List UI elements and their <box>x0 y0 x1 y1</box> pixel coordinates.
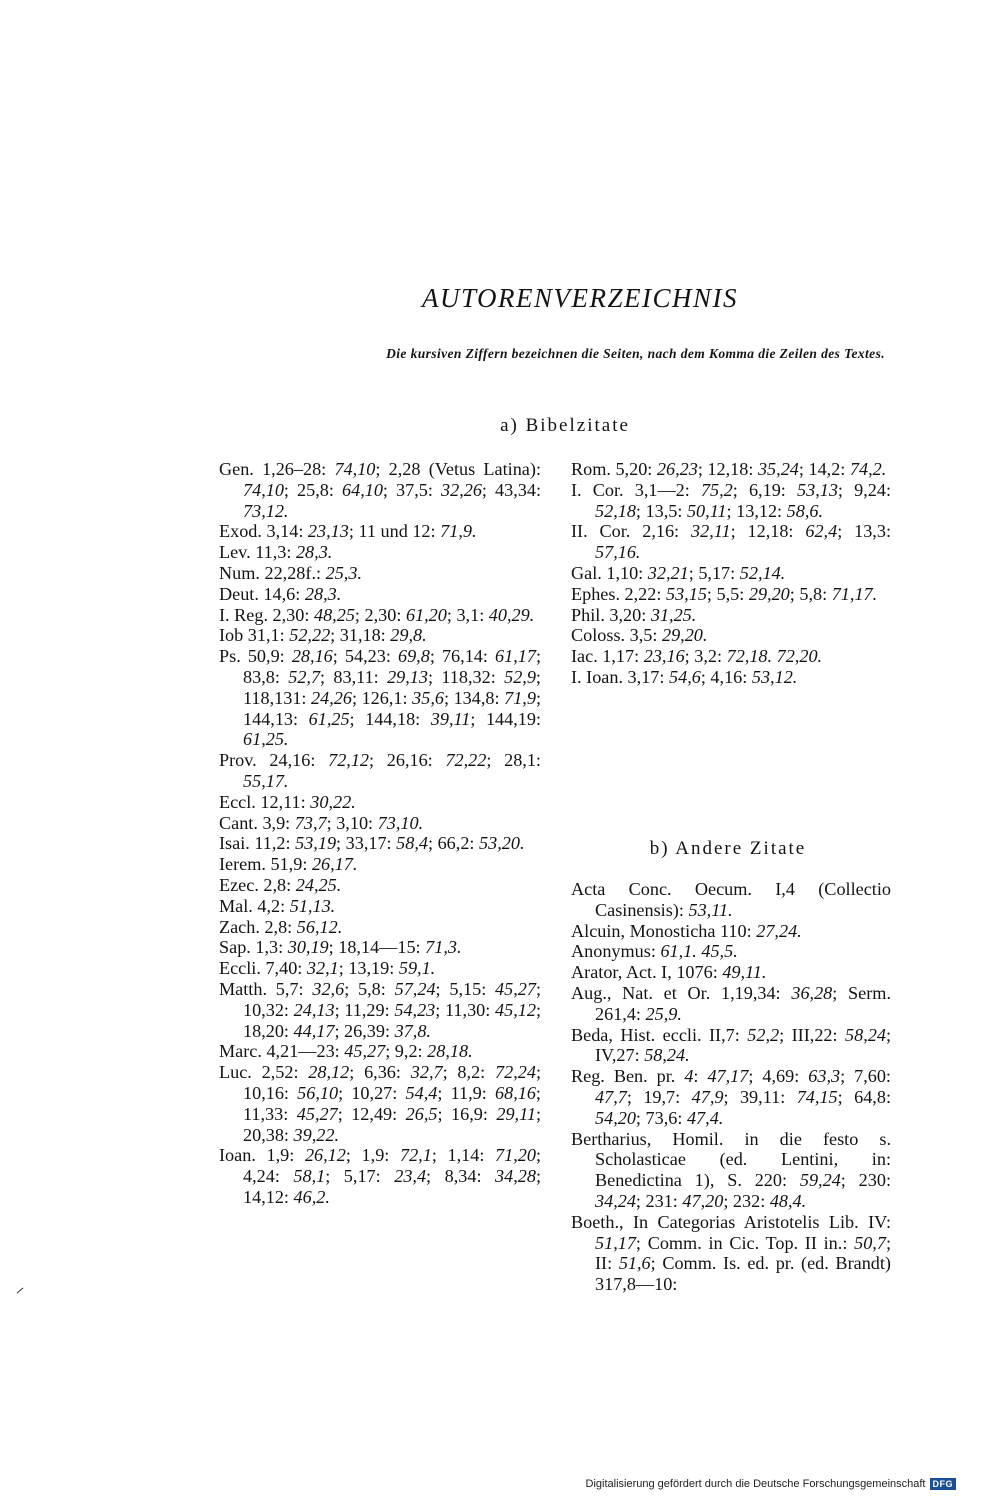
citation-text: Zach. 2,8: <box>219 916 297 937</box>
page-reference: 54,23 <box>394 999 436 1020</box>
page-reference: 72,12 <box>328 750 370 771</box>
citation-text: Phil. 3,20: <box>571 604 651 625</box>
page-reference: 28,3. <box>304 583 342 604</box>
citation-text: ; 12,49: <box>337 1103 406 1124</box>
page-reference: 26,12 <box>304 1145 346 1166</box>
page-reference: 28,12 <box>308 1062 350 1083</box>
page-reference: 46,2. <box>293 1186 330 1207</box>
citation-text: ; 76,14: <box>429 646 496 667</box>
citation-text: Coloss. 3,5: <box>571 625 662 646</box>
citation-text: ; 11,30: <box>435 999 496 1020</box>
index-entry <box>571 941 891 962</box>
citation-text: ; 118,32: <box>427 666 505 687</box>
page-reference: 62,4 <box>805 521 838 542</box>
index-entry <box>219 1145 541 1207</box>
page-reference: 29,13 <box>387 666 428 687</box>
index-entry <box>219 896 541 917</box>
index-entry <box>571 625 891 646</box>
page-reference: 25,9. <box>645 1003 682 1024</box>
page-reference: 32,26 <box>441 479 482 500</box>
citation-text: Iob 31,1: <box>219 625 290 646</box>
page-reference: 72,24 <box>495 1062 536 1083</box>
index-entry <box>571 480 891 522</box>
page-reference: 45,27 <box>296 1103 338 1124</box>
citation-text: Gal. 1,10: <box>571 562 648 583</box>
dfg-logo: DFG <box>930 1478 957 1490</box>
citation-text: ; 26,16: <box>369 750 446 771</box>
index-entry <box>571 1129 891 1212</box>
citation-text: ; 39,11: <box>723 1086 797 1107</box>
page-reference: 25,3. <box>325 562 362 583</box>
page-reference: 37,8. <box>394 1020 431 1041</box>
page-reference: 58,6. <box>786 500 824 521</box>
page-reference: 52,14. <box>739 562 786 583</box>
citation-text: Mal. 4,2: <box>219 895 290 916</box>
page-reference: 51,17 <box>595 1232 636 1253</box>
citation-text: ; 13,5: <box>635 500 687 521</box>
page-reference: 47,4. <box>686 1107 724 1128</box>
page-reference: 75,2 <box>700 479 733 500</box>
index-entry <box>219 958 541 979</box>
citation-text: ; 5,8: <box>344 978 395 999</box>
citation-text: Iac. 1,17: <box>571 646 644 667</box>
page-reference: 30,22. <box>310 791 356 812</box>
page-reference: 54,6 <box>669 666 701 687</box>
page-reference: 72,1 <box>399 1145 432 1166</box>
citation-text: ; 126,1: <box>351 687 413 708</box>
citation-text: ; 231: <box>635 1190 683 1211</box>
page-reference: 71,3. <box>425 937 462 958</box>
index-entry <box>571 605 891 626</box>
page-reference: 29,8. <box>390 625 427 646</box>
index-entry <box>219 1062 541 1145</box>
citation-text: ; 14,2: <box>798 459 850 479</box>
page-reference: 73,10. <box>377 812 424 833</box>
citation-text: ; 232: <box>723 1190 770 1211</box>
citation-text: ; 5,17: <box>325 1166 395 1187</box>
page-reference: 32,21 <box>647 562 689 583</box>
index-column-left <box>219 459 541 1208</box>
page-reference: 23,16 <box>643 646 685 667</box>
citation-text: Gen. 1,26–28: <box>219 459 335 479</box>
index-entry <box>219 542 541 563</box>
citation-text: Sap. 1,3: <box>219 937 288 958</box>
citation-text: Exod. 3,14: <box>219 521 308 542</box>
page-reference: 58,24 <box>845 1024 886 1045</box>
citation-text: ; 5,8: <box>789 583 832 604</box>
citation-text: ; 28,1: <box>486 750 541 771</box>
citation-text: ; 9,2: <box>385 1041 428 1062</box>
citation-text: Aug., Nat. et Or. 1,19,34: <box>571 982 792 1003</box>
citation-text: Ephes. 2,22: <box>571 583 666 604</box>
page-reference: 23,4 <box>394 1166 427 1187</box>
page-reference: 58,1 <box>293 1166 326 1187</box>
citation-text: ; 18,14—15: <box>328 937 426 958</box>
page-reference: 74,2. <box>849 459 887 479</box>
citation-text: ; 3,10: <box>326 812 378 833</box>
citation-text: I. Ioan. 3,17: <box>571 666 669 687</box>
page-reference: 61,25 <box>308 708 350 729</box>
page-reference: 63,3 <box>808 1066 841 1087</box>
citation-text: ; 4,24: <box>243 1145 542 1187</box>
citation-text: ; 83,8: <box>243 646 542 687</box>
page-reference: 61,1. 45,5. <box>660 941 738 962</box>
page-reference: 32,11 <box>691 521 731 542</box>
citation-text: Alcuin, Monosticha 110: <box>571 920 757 941</box>
page-reference: 28,3. <box>295 542 333 563</box>
index-entry <box>219 605 541 626</box>
page-reference: 24,25. <box>295 874 342 895</box>
page-reference: 59,1. <box>398 958 436 979</box>
page-reference: 47,7 <box>595 1086 627 1107</box>
citation-text: ; 134,8: <box>443 687 505 708</box>
index-entry <box>219 937 541 958</box>
citation-text: Eccl. 12,11: <box>219 791 311 812</box>
page-reference: 53,11. <box>688 899 733 920</box>
page-reference: 69,8 <box>397 646 430 667</box>
index-entry <box>219 646 541 750</box>
citation-text: ; III,22: <box>779 1024 846 1045</box>
page-reference: 56,10 <box>297 1082 339 1103</box>
citation-text: ; 13,3: <box>837 521 891 542</box>
citation-text: ; 19,7: <box>626 1086 692 1107</box>
citation-text: ; 4,16: <box>700 666 752 687</box>
citation-text: I. Cor. 3,1—2: <box>571 479 701 500</box>
page-reference: 26,17. <box>311 854 358 875</box>
page-reference: 72,18. 72,20. <box>726 646 823 667</box>
citation-text: Anonymus: <box>571 941 661 962</box>
citation-text: ; 1,9: <box>345 1145 400 1166</box>
index-entry <box>219 854 541 875</box>
citation-text: ; 5,15: <box>435 978 496 999</box>
citation-text: Deut. 14,6: <box>219 583 305 604</box>
page-reference: 29,11 <box>496 1103 536 1124</box>
index-entry <box>219 813 541 834</box>
page-reference: 40,29. <box>488 604 535 625</box>
citation-text: ; 11 und 12: <box>348 521 441 542</box>
citation-text: ; 11,9: <box>437 1082 495 1103</box>
page-reference: 24,13 <box>293 999 335 1020</box>
citation-text: ; 144,18: <box>349 708 431 729</box>
citation-text: ; 11,29: <box>334 999 395 1020</box>
citation-text: ; 8,34: <box>426 1166 496 1187</box>
page-reference: 39,11 <box>430 708 471 729</box>
page-reference: 61,20 <box>405 604 447 625</box>
page-reference: 51,6 <box>618 1253 651 1274</box>
citation-text: Boeth., In Categorias Aristotelis Lib. IV: <box>571 1211 891 1232</box>
page-reference: 72,22 <box>445 750 487 771</box>
page-reference: 54,4 <box>405 1082 438 1103</box>
page-reference: 53,12. <box>751 666 798 687</box>
citation-text: ; 6,36: <box>349 1062 411 1083</box>
index-entry <box>219 917 541 938</box>
index-entry <box>571 983 891 1025</box>
citation-text: Cant. 3,9: <box>219 812 295 833</box>
citation-text: ; Comm. Is. ed. pr. (ed. Brandt) 317,8—10: <box>595 1253 891 1295</box>
citation-text: ; 83,11: <box>320 666 388 687</box>
page-reference: 35,24 <box>757 459 799 479</box>
footer-text: Digitalisierung gefördert durch die Deutsche Forschungsgemeinschaft <box>585 1478 926 1490</box>
citation-text: ; 54,23: <box>332 646 398 667</box>
page-reference: 71,20 <box>495 1145 536 1166</box>
citation-text: ; 11,33: <box>243 1082 541 1124</box>
index-entry <box>571 667 891 688</box>
page-reference: 53,15 <box>665 583 707 604</box>
index-entry <box>219 625 541 646</box>
page-reference: 44,17 <box>293 1020 335 1041</box>
citation-text: ; 33,17: <box>336 833 397 854</box>
citation-text: ; 3,2: <box>684 646 727 667</box>
page-reference: 57,16. <box>595 542 641 563</box>
citation-text: II. Cor. 2,16: <box>571 521 691 542</box>
citation-text: ; 10,16: <box>243 1062 541 1103</box>
citation-text: ; 25,8: <box>283 479 342 500</box>
index-entry <box>571 459 891 480</box>
index-entry <box>219 792 541 813</box>
citation-text: ; 2,30: <box>354 604 406 625</box>
page-reference: 50,7 <box>854 1232 886 1253</box>
page-subtitle: Die kursiven Ziffern bezeichnen die Seiten, nach dem Komma die Zeilen des Textes. <box>386 346 885 361</box>
index-entry <box>571 563 891 584</box>
footer-credit <box>586 1478 956 1490</box>
citation-text: ; 66,2: <box>427 833 480 854</box>
citation-text: Ezec. 2,8: <box>219 874 296 895</box>
page-reference: 61,17 <box>495 646 536 667</box>
citation-text: ; 5,5: <box>706 583 749 604</box>
index-entry <box>219 979 541 1041</box>
index-entry <box>219 563 541 584</box>
page-reference: 68,16 <box>495 1082 536 1103</box>
page-reference: 26,23 <box>656 459 698 479</box>
page-reference: 48,25 <box>313 604 355 625</box>
citation-text: Marc. 4,21—23: <box>219 1041 345 1062</box>
citation-text: ; Comm. in Cic. Top. II in.: <box>635 1232 855 1253</box>
page-reference: 73,12. <box>243 500 289 521</box>
stray-scan-mark <box>17 1288 24 1294</box>
citation-text: ; 31,18: <box>330 625 391 646</box>
page-reference: 53,19 <box>295 833 337 854</box>
citation-text: ; IV,27: <box>595 1024 891 1066</box>
page-reference: 58,4 <box>396 833 428 854</box>
page-reference: 47,20 <box>682 1190 724 1211</box>
index-entry <box>571 879 891 921</box>
page-reference: 47,17 <box>707 1066 749 1087</box>
citation-text: ; 14,12: <box>243 1166 542 1207</box>
index-column-right-bible <box>571 459 891 688</box>
page-reference: 36,28 <box>791 982 833 1003</box>
page-reference: 34,28 <box>495 1166 536 1187</box>
citation-text: ; Serm. 261,4: <box>595 982 891 1024</box>
page-reference: 74,10 <box>243 479 284 500</box>
page-reference: 57,24 <box>394 978 436 999</box>
citation-text: ; 144,13: <box>243 687 541 729</box>
page-reference: 28,18. <box>427 1041 473 1062</box>
page-reference: 52,7 <box>288 666 321 687</box>
page-reference: 29,20. <box>661 625 708 646</box>
citation-text: ; 2,28 (Vetus Latina): <box>375 459 541 479</box>
index-entry <box>219 459 541 521</box>
citation-text: ; 16,9: <box>437 1103 497 1124</box>
index-entry <box>219 750 541 792</box>
citation-text: ; 37,5: <box>382 479 441 500</box>
page-reference: 31,25. <box>650 604 697 625</box>
citation-text: Arator, Act. I, 1076: <box>571 962 723 983</box>
page-reference: 49,11. <box>722 962 767 983</box>
page-reference: 71,9. <box>440 521 477 542</box>
page-reference: 73,7 <box>294 812 327 833</box>
page-reference: 55,17. <box>243 770 289 791</box>
page-reference: 32,7 <box>410 1062 443 1083</box>
citation-text: Reg. Ben. pr. <box>571 1066 685 1087</box>
page-reference: 27,24. <box>756 920 802 941</box>
citation-text: ; 13,19: <box>338 958 399 979</box>
page-title: AUTORENVERZEICHNIS <box>422 283 738 313</box>
page-reference: 74,10 <box>334 459 376 479</box>
citation-text: ; 118,131: <box>243 666 541 708</box>
page-reference: 39,22. <box>293 1124 339 1145</box>
index-entry <box>571 962 891 983</box>
citation-text: Isai. 11,2: <box>219 833 296 854</box>
citation-text: Rom. 5,20: <box>571 459 657 479</box>
citation-text: ; 73,6: <box>635 1107 687 1128</box>
citation-text: ; 12,18: <box>697 459 758 479</box>
page-reference: 47,9 <box>691 1086 724 1107</box>
page-reference: 74,15 <box>796 1086 838 1107</box>
citation-text: Acta Conc. Oecum. I,4 (Collectio Casinensis): <box>571 879 891 920</box>
page-reference: 71,9 <box>504 687 536 708</box>
page-reference: 35,6 <box>412 687 444 708</box>
citation-text: Prov. 24,16: <box>219 750 329 771</box>
index-entry <box>571 921 891 942</box>
index-entry <box>219 584 541 605</box>
index-entry <box>219 875 541 896</box>
citation-text: ; 8,2: <box>442 1062 496 1083</box>
citation-text: ; 7,60: <box>840 1066 891 1087</box>
page-reference: 71,17. <box>831 583 878 604</box>
citation-text: ; 43,34: <box>481 479 542 500</box>
citation-text: Lev. 11,3: <box>219 542 296 563</box>
citation-text: Matth. 5,7: <box>219 978 313 999</box>
citation-text: Eccli. 7,40: <box>219 958 307 979</box>
citation-text: ; 4,69: <box>748 1066 809 1087</box>
citation-text: ; 144,19: <box>470 708 542 729</box>
citation-text: ; 12,18: <box>730 521 806 542</box>
citation-text: Num. 22,28f.: <box>219 562 326 583</box>
citation-text: ; 20,38: <box>243 1103 541 1145</box>
citation-text: ; 10,32: <box>243 978 542 1020</box>
citation-text: ; II: <box>595 1232 891 1274</box>
page-reference: 26,5 <box>405 1103 438 1124</box>
index-entry <box>219 521 541 542</box>
citation-text: Ierem. 51,9: <box>219 854 312 875</box>
page-reference: 52,2 <box>747 1024 780 1045</box>
page-reference: 52,18 <box>595 500 636 521</box>
section-heading-andere-zitate: b) Andere Zitate <box>649 838 807 859</box>
page-reference: 50,11 <box>686 500 727 521</box>
page-reference: 56,12. <box>296 916 343 937</box>
page-reference: 59,24 <box>799 1170 841 1191</box>
page-reference: 23,13 <box>307 521 349 542</box>
citation-text: I. Reg. 2,30: <box>219 604 314 625</box>
index-entry <box>571 1066 891 1128</box>
citation-text: Beda, Hist. eccli. II,7: <box>571 1024 748 1045</box>
index-entry <box>219 833 541 854</box>
page-reference: 32,1 <box>306 958 339 979</box>
citation-text: : <box>693 1066 708 1087</box>
index-entry <box>219 1041 541 1062</box>
page-reference: 4 <box>684 1066 694 1087</box>
index-entry <box>571 521 891 563</box>
section-heading-bibelzitate: a) Bibelzitate <box>500 415 630 436</box>
citation-text: ; 13,12: <box>726 500 787 521</box>
citation-text: ; 230: <box>840 1170 891 1191</box>
page-reference: 64,10 <box>342 479 383 500</box>
page-reference: 52,22 <box>289 625 331 646</box>
page-reference: 28,16 <box>291 646 333 667</box>
page-reference: 61,25. <box>243 729 289 750</box>
page-reference: 34,24 <box>595 1190 636 1211</box>
citation-text: Bertharius, Homil. in die festo s. Scholasticae (ed. Lentini, in: Benedictina 1), S. 220: <box>571 1128 891 1191</box>
citation-text: ; 5,17: <box>688 562 740 583</box>
page-reference: 32,6 <box>312 978 345 999</box>
page-reference: 51,13. <box>289 895 336 916</box>
citation-text: ; 6,19: <box>732 479 797 500</box>
index-entry <box>571 1212 891 1295</box>
page-reference: 45,27 <box>495 978 536 999</box>
page-reference: 53,20. <box>479 833 525 854</box>
page-reference: 30,19 <box>287 937 329 958</box>
index-entry <box>571 584 891 605</box>
citation-text: ; 10,27: <box>338 1082 406 1103</box>
index-entry <box>571 646 891 667</box>
citation-text: Ps. 50,9: <box>219 646 292 667</box>
page-reference: 53,13 <box>797 479 838 500</box>
index-entry <box>571 1025 891 1067</box>
page-reference: 54,20 <box>595 1107 636 1128</box>
citation-text: ; 9,24: <box>837 479 892 500</box>
page-reference: 45,12 <box>495 999 536 1020</box>
page-reference: 52,9 <box>504 666 536 687</box>
page-reference: 48,4. <box>769 1190 807 1211</box>
citation-text: ; 18,20: <box>243 999 541 1041</box>
citation-text: Luc. 2,52: <box>219 1062 309 1083</box>
page-reference: 29,20 <box>748 583 790 604</box>
page-reference: 58,24. <box>644 1045 690 1066</box>
citation-text: ; 1,14: <box>431 1145 496 1166</box>
citation-text: Ioan. 1,9: <box>219 1145 305 1166</box>
citation-text: ; 3,1: <box>446 604 489 625</box>
index-column-right-other <box>571 879 891 1295</box>
page-reference: 24,26 <box>311 687 352 708</box>
page-reference: 45,27 <box>344 1041 386 1062</box>
citation-text: ; 26,39: <box>334 1020 395 1041</box>
citation-text: ; 64,8: <box>837 1086 891 1107</box>
